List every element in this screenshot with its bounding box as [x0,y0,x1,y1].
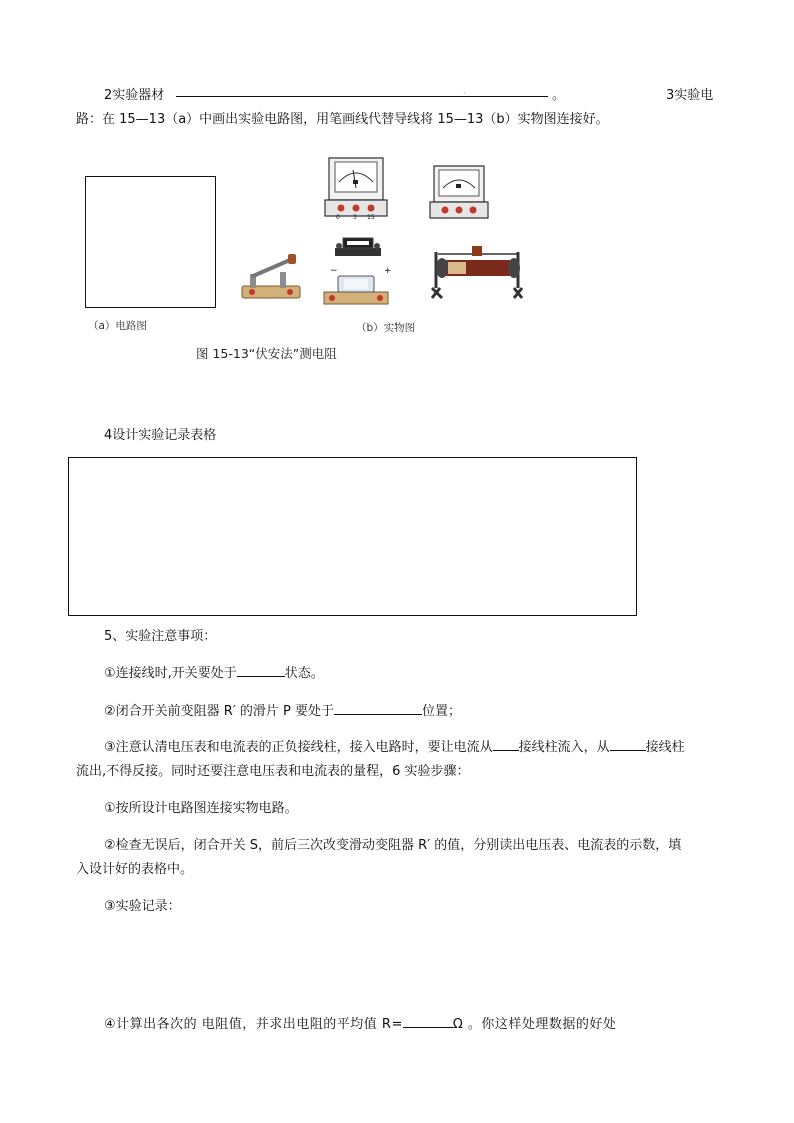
average-resistance-blank[interactable] [403,1015,453,1028]
circuit-diagram-box[interactable] [85,176,216,308]
materials-blank[interactable] [176,84,548,97]
step-4 [104,1013,616,1032]
precaution-3-post: 接线柱 [645,740,685,755]
caption-physical-diagram: （b）实物图 [356,322,416,334]
step-3: ③实验记录： [104,899,181,914]
resistor-image [333,232,383,258]
precaution-3-line2: 流出,不得反接。同时还要注意电压表和电流表的量程，6 实验步骤： [76,764,470,779]
step-2-line2: 入设计好的表格中。 [76,862,194,877]
precaution-2 [104,700,461,719]
materials-label: 2实验器材 [104,88,165,103]
precautions-heading: 5、实验注意事项： [104,629,217,644]
meter-scale-15: 15 [367,214,375,221]
caption-circuit-diagram: （a）电路图 [88,320,147,332]
step-1: ①按所设计电路图连接实物电路。 [104,801,298,816]
record-table-box[interactable] [68,457,637,616]
circuit-instruction: 路：在 15—13（a）中画出实验电路图，用笔画线代替导线将 15—13（b）实物图连接好。 [76,112,609,127]
switch-state-blank[interactable] [237,664,285,677]
battery-plus: + [384,266,392,276]
materials-mark: . [463,86,466,95]
precaution-1 [104,662,324,681]
step-2-line1: ②检查无误后，闭合开关 S，前后三次改变滑动变阻器 R′ 的值，分别读出电压表、电流表的示数，填 [104,838,682,853]
knife-switch-image [238,252,304,304]
figure-title: 图 15-13“伏安法”测电阻 [196,346,337,361]
step-4-pre: ④计算出各次的 电阻值，并求出电阻的平均值 R= [104,1017,403,1032]
circuit-label-start: 3实验电 [666,88,714,103]
precaution-2-pre: ②闭合开关前变阻器 R′ 的滑片 P 要处于 [104,704,335,719]
battery-minus: − [330,266,338,276]
record-table-label: 4设计实验记录表格 [104,428,217,443]
precaution-3 [104,736,685,755]
rheostat-image [428,240,526,302]
terminal-in-blank[interactable] [493,738,519,751]
precaution-2-post: 位置； [422,704,462,719]
meter-scale-3: 3 [353,214,357,221]
meter-image-2 [428,162,490,224]
meter-scale-0: 0 [336,214,340,221]
precaution-1-pre: ①连接线时,开关要处于 [104,666,237,681]
precaution-3-mid: 接线柱流入，从 [518,740,610,755]
terminal-out-blank[interactable] [610,738,646,751]
step-4-post: Ω 。你这样处理数据的好处 [452,1017,617,1032]
precaution-1-post: 状态。 [284,666,324,681]
precaution-3-pre: ③注意认清电压表和电流表的正负接线柱，接入电路时，要让电流从 [104,740,493,755]
slider-position-blank[interactable] [334,702,422,715]
materials-end: 。 [552,88,566,103]
